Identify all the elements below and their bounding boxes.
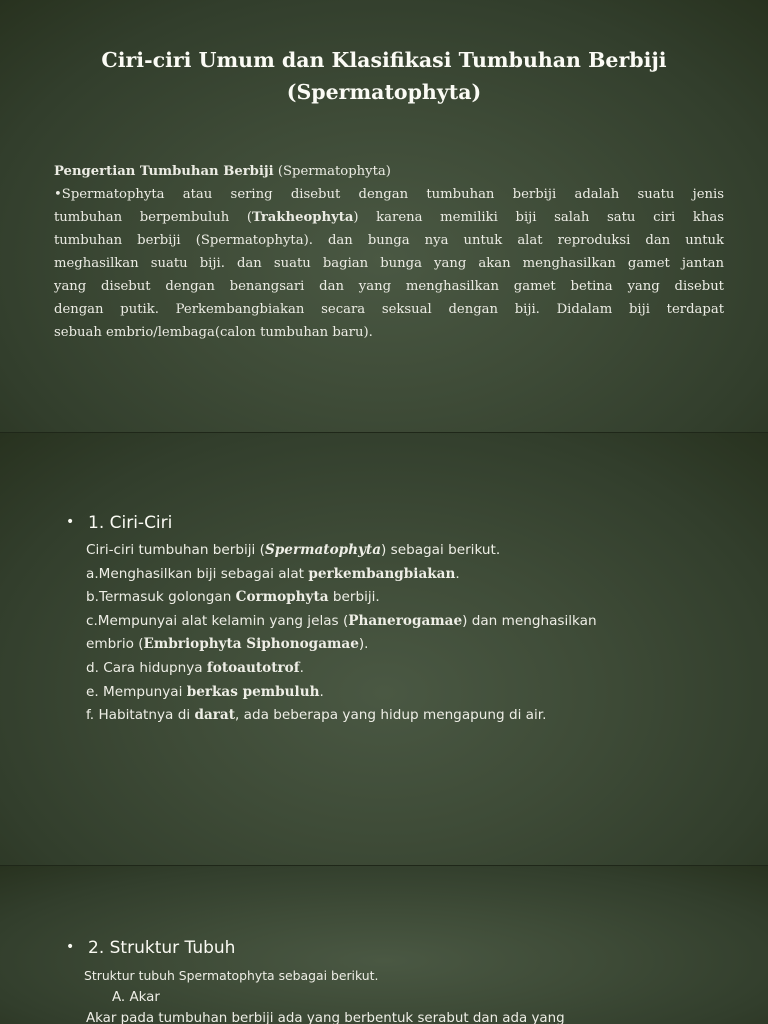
list-term: berkas pembuluh — [186, 683, 320, 700]
structure-paragraph-line: Akar pada tumbuhan berbiji ada yang berbentuk serabut dan ada yang — [86, 1011, 565, 1024]
section-heading — [66, 938, 235, 958]
paragraph-line: sebuah embrio/lembaga(calon tumbuhan baru). — [54, 325, 373, 340]
list-intro — [86, 539, 726, 563]
list-item — [86, 586, 726, 610]
list-term: Cormophyta — [235, 589, 329, 606]
list-term: Spermatophyta — [264, 542, 382, 558]
list-term: darat — [194, 707, 235, 724]
list-item — [86, 704, 726, 728]
section-heading-text: 1. Ciri-Ciri — [88, 513, 173, 533]
list-item — [86, 563, 726, 587]
list-item — [86, 657, 726, 681]
definition-section — [54, 160, 724, 344]
list-text: b.Termasuk golongan — [86, 589, 236, 606]
list-term: Embriophyta Siphonogamae — [143, 636, 359, 653]
paragraph-line: tumbuhan berbiji (Spermatophyta). dan bunga nya untuk alat reproduksi dan untuk — [54, 233, 724, 248]
definition-heading-rest: (Spermatophyta) — [273, 164, 391, 179]
list-text: ) sebagai berikut. — [381, 542, 501, 558]
definition-heading — [54, 160, 724, 183]
list-item — [86, 681, 726, 705]
list-term: Phanerogamae — [348, 612, 463, 629]
list-item — [86, 610, 726, 634]
paragraph-line — [54, 206, 724, 229]
list-term: perkembangbiakan — [308, 565, 456, 582]
list-item — [86, 633, 726, 657]
section-heading — [66, 513, 172, 533]
list-text: embrio ( — [86, 636, 144, 653]
list-text: e. Mempunyai — [86, 683, 187, 700]
list-text: ). — [358, 636, 369, 653]
paragraph-line: •Spermatophyta atau sering disebut dengan tumbuhan berbiji adalah suatu jenis — [54, 187, 724, 202]
list-text: c.Mempunyai alat kelamin yang jelas ( — [86, 612, 349, 629]
slide-1 — [0, 0, 768, 433]
paragraph-text: tumbuhan berpembuluh ( — [54, 210, 252, 225]
title-line-1: Ciri-ciri Umum dan Klasifikasi Tumbuhan Berbiji — [101, 48, 667, 72]
structure-subheading: A. Akar — [112, 990, 160, 1005]
paragraph-line: meghasilkan suatu biji. dan suatu bagian bunga yang akan menghasilkan gamet jantan — [54, 256, 724, 271]
section-heading-text: 2. Struktur Tubuh — [88, 938, 236, 958]
list-text: berbiji. — [328, 589, 380, 606]
slide-2 — [0, 433, 768, 866]
definition-heading-bold: Pengertian Tumbuhan Berbiji — [54, 164, 274, 179]
list-text: a.Menghasilkan biji sebagai alat — [86, 565, 309, 582]
list-text: . — [319, 683, 324, 700]
paragraph-line: dengan putik. Perkembangbiakan secara seksual dengan biji. Didalam biji terdapat — [54, 302, 724, 317]
title-line-2: (Spermatophyta) — [286, 80, 482, 104]
bullet-icon: • — [66, 939, 75, 955]
list-term: fotoautotrof — [206, 659, 300, 676]
paragraph-term: Trakheophyta — [252, 210, 354, 225]
list-text: , ada beberapa yang hidup mengapung di air. — [235, 707, 547, 724]
list-text: Ciri-ciri tumbuhan berbiji ( — [86, 542, 265, 558]
paragraph-text: ) karena memiliki biji salah satu ciri khas — [353, 210, 724, 225]
list-text: d. Cara hidupnya — [86, 659, 207, 676]
list-text: f. Habitatnya di — [86, 707, 195, 724]
slide-title — [40, 44, 728, 108]
slide-3 — [0, 866, 768, 1024]
list-text: . — [455, 565, 460, 582]
paragraph-line: yang disebut dengan benangsari dan yang menghasilkan gamet betina yang disebut — [54, 279, 724, 294]
list-text: . — [299, 659, 304, 676]
structure-list — [84, 965, 724, 1024]
list-text: ) dan menghasilkan — [462, 612, 597, 629]
structure-intro: Struktur tubuh Spermatophyta sebagai berikut. — [84, 968, 379, 983]
characteristics-list — [86, 539, 726, 728]
bullet-icon: • — [66, 514, 75, 530]
